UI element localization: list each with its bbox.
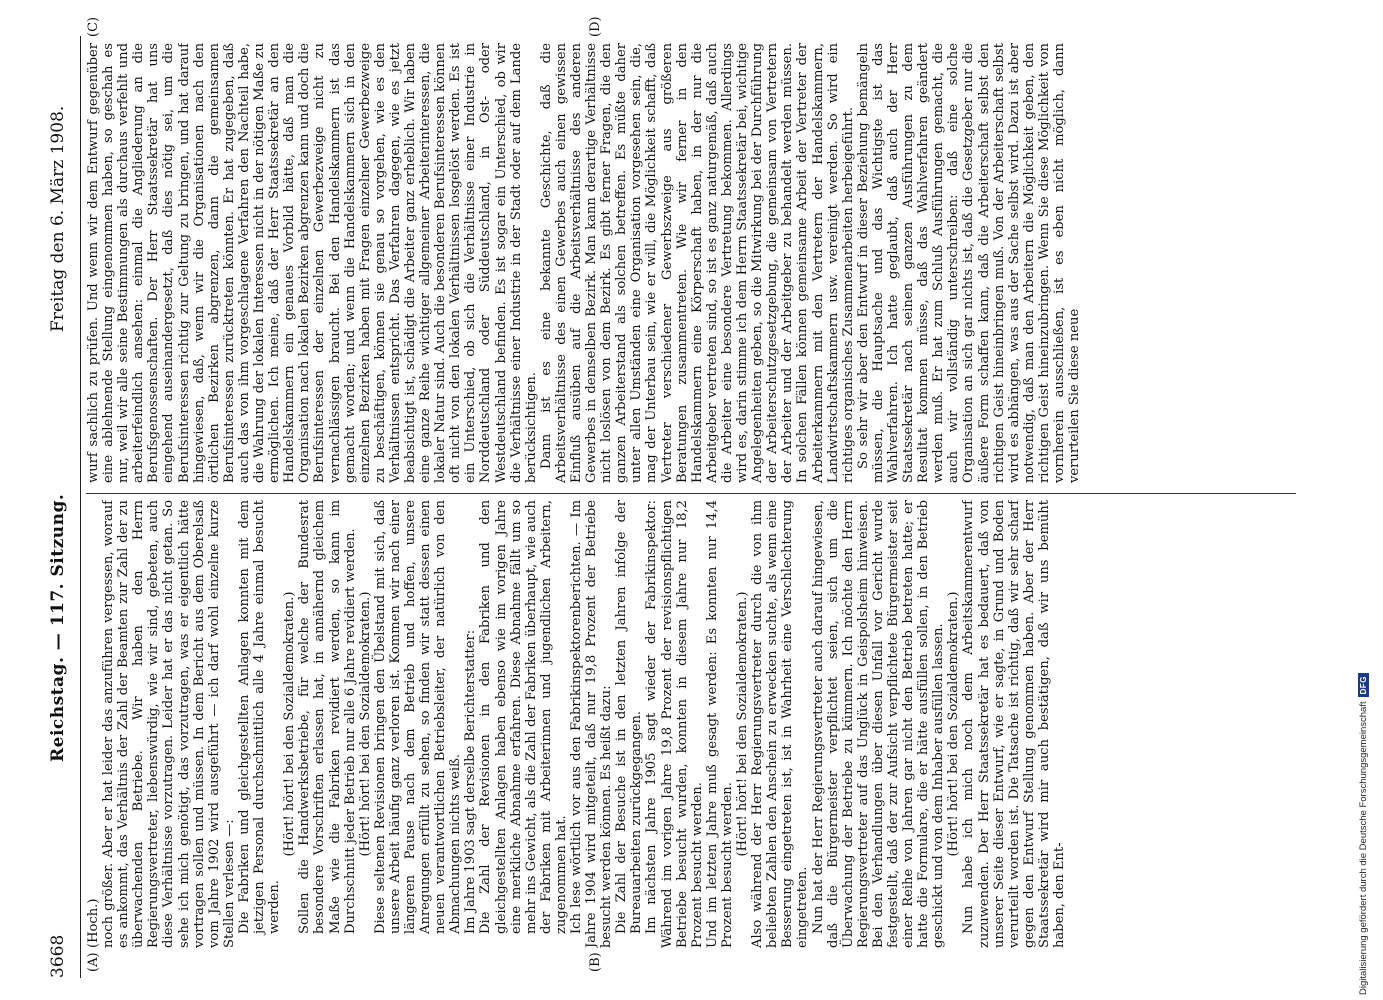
interjection: (Hört! hört! bei den Sozialdemokraten.): [282, 591, 298, 857]
paragraph: Diese seltenen Revisionen bringen den Übelstand mit sich, daß unsere Arbeit häufig ganz verloren ist. Kommen wir nach einer längeren Pause nach dem Betrieb und hoffen, unsere Anregungen erfüllt zu sehen, so finden wir statt dessen einen neuen verantwortlichen Betriebsleiter, der natürlich von den Abmachungen nichts weiß.: [372, 500, 464, 934]
paragraph: Nun habe ich mich noch dem Arbeitskammerentwurf zuzuwenden. Der Herr Staatssekretär hat es bedauert, daß von unserer Seite dieser Entwurf, wie er sagte, in Grund und Boden verurteilt worden ist. Die Tatsache ist richtig, daß wir sehr scharf gegen den Entwurf Stellung genommen haben. Aber der Herr Staatssekretär wird mir auch bestätigen, daß wir uns bemüht haben, den Ent-: [961, 500, 1067, 948]
paragraph: Die Fabriken und gleichgestellten Anlagen konnten mit dem jetzigen Personal durchschnittlich alle 4 Jahre einmal besucht werden.: [236, 500, 283, 934]
paragraph: Dann ist es eine bekannte Geschichte, daß die Arbeitsverhältnisse des einen Gewerbes auch einen gewissen Einfluß ausüben auf die Arbeitsverhältnisse des anderen Gewerbes in demselben Bezirk. Man kann derartige Verhältnisse nicht loslösen von dem Bezirk. Es gibt ferner Fragen, die den ganzen Arbeiterstand als solchen betreffen. Es müßte daher unter allen Umständen eine Organisation vorgesehen sein, die, mag der Unterbau sein, wie er will, die Möglichkeit schafft, daß Vertreter verschiedener Gewerbszweige aus größeren Beratungen zusammentreten. Wie wir ferner in den Handelskammern eine Körperschaft haben, in der nur die Arbeitgeber vertreten sind, so ist es ganz naturgemäß, daß auch die Arbeiter eine besondere Vertretung bekommen. Allerdings wird es, darin stimme ich dem Herrn Staatssekretär bei, wichtige Angelegenheiten geben, so die Mitwirkung bei der Durchführung der Arbeiterschutzgesetzgebung, die gemeinsam von Vertretern der Arbeiter und der Arbeitgeber zu behandelt werden müssen. In solchen Fällen können gemeinsame Arbeit der Vertreter der Arbeiterkammern mit den Vertretern der Handelskammern, Landwirtschaftskammern usw. vereinigt werden. So wird ein richtiges organisches Zusammenarbeiten herbeigeführt.: [538, 43, 856, 483]
left-text-column: [86, 500, 1296, 948]
paragraph: noch größer. Aber er hat leider das anzuführen vergessen, worauf es ankommt, das Verhältnis der Zahl der Beamten zur Zahl der zu überwachenden Betriebe. Wir haben den Herrn Regierungsvertreter, liebenswürdig, wie wir sind, gebeten, auch diese Verhältnisse vorzutragen. Leider hat er das nicht getan. So sehe ich mich genötigt, das vorzutragen, was er eigentlich hätte vortragen sollen und müssen. In dem Bericht aus dem Oberelsaß vom Jahre 1902 wird ausgeführt — ich darf wohl einzelne kurze Stellen verlesen —:: [101, 500, 237, 948]
paragraph: Die Zahl der Besuche ist in den letzten Jahren infolge der Bureauarbeiten zurückgegangen.: [614, 500, 645, 934]
right-text-column: [86, 43, 1296, 483]
page-number: 3668: [48, 934, 68, 978]
interjection: (Hört! hört! bei den Sozialdemokraten.): [735, 591, 751, 857]
paragraph: wurf sachlich zu prüfen. Und wenn wir dem Entwurf gegenüber eine ablehnende Stellung eingenommen haben, so geschah es nur, weil wir alle seine Bestimmungen als durchaus verfehlt und arbeiterfeindlich ansehen: einmal die Angliederung an die Berufsgenossenschaften. Der Herr Staatssekretär hat uns eingehend auseinandergesetzt, daß dies nötig sei, um die Berufsinteressen richtig zur Geltung zu bringen, und hat darauf hingewiesen, daß, wenn wir die Organisationen nach den örtlichen Bezirken abgrenzen, dann die gemeinsamen Berufsinteressen zurücktreten könnten. Er hat zugegeben, daß auch das von ihm vorgeschlagene Verfahren den Nachteil habe, die Wahrung der lokalen Interessen nicht in der nötigen Maße zu ermöglichen. Ich meine, daß der Herr Staatssekretär an den Handelskammern ein genaues Vorbild hätte, daß man die Organisation nach lokalen Bezirken abgrenzen kann und doch die Berufsinteressen der einzelnen Gewerbezweige nicht zu vernachlässigen braucht. Bei den Handelskammern ist das gemacht worden; und wenn die Handelskammern sich in den einzelnen Bezirken haben mit Fragen einzelner Gewerbezweige zu beschäftigen, können sie genau so vorgehen, wie es den Verhältnissen entspricht. Das Verfahren dagegen, wie es jetzt beabsichtigt ist, schädigt die Arbeiter ganz erheblich. Wir haben eine ganze Reihe wichtiger allgemeiner Arbeiterinteressen, die lokaler Natur sind. Auch die besonderen Berufsinteressen können oft nicht von den lokalen Verhältnissen losgelöst werden. Es ist ein Unterschied, ob sich die Verhältnisse einer Industrie in Norddeutschland oder Süddeutschland, in Ost- oder Westdeutschland befinden. Es ist sogar ein Unterschied, ob wir die Verhältnisse einer Industrie in der Stadt oder auf dem Lande berücksichtigen.: [86, 43, 539, 483]
paragraph: Die Zahl der Revisionen in den Fabriken und den gleichgestellten Anlagen haben ebenso wie im vorigen Jahre eine merkliche Abnahme erfahren. Diese Abnahme fällt um so mehr ins Gewicht, als die Zahl der Fabriken überhaupt, wie auch der Fabriken mit Arbeiterinnen und jugendlichen Arbeitern, zugenommen hat.: [478, 500, 569, 934]
paragraph: Im nächsten Jahre 1905 sagt wieder der Fabrikinspektor: Während im vorigen Jahre 19,8 Prozent der revisionspflichtigen Betriebe besucht wurden, konnten in diesem Jahre nur 18,2 Prozent besucht werden.: [644, 500, 705, 948]
paragraph: Im Jahre 1903 sagt derselbe Berichterstatter:: [463, 629, 479, 934]
column-divider: [86, 493, 1296, 494]
paragraph: Ich lese wörtlich vor aus den Fabrikinspektorenberichten. — Im Jahre 1904 wird mitgeteilt, daß nur 19,8 Prozent der Betriebe besucht werden können. Es heißt dazu:: [569, 500, 615, 948]
session-date: Freitag den 6. März 1908.: [48, 105, 68, 332]
margin-mark-d: (D): [588, 16, 603, 37]
credit-text: Digitalisierung gefördert durch die Deutsche Forschungsgemeinschaft: [1358, 701, 1369, 995]
page-title: Reichstag. — 117. Sitzung.: [48, 493, 68, 762]
digitization-credit: [1358, 673, 1369, 995]
paragraph: Nun hat der Herr Regierungsvertreter auch darauf hingewiesen, daß die Bürgermeister verpflichtet seien, sich um die Überwachung der Betriebe zu kümmern. Ich möchte den Herrn Regierungsvertreter auf das Unglück in Geispolsheim hinweisen. Bei den Verhandlungen über diesen Unfall vor Gericht wurde festgestellt, daß der zur Aufsicht verpflichtete Bürgermeister seit einer Reihe von Jahren gar nicht den Betrieb betreten hatte; er hatte die Formulare, die er hätte ausfüllen sollen, in den Betrieb geschickt und von dem Inhaber ausfüllen lassen.: [810, 500, 947, 948]
interjection: (Hört! hört! bei den Sozialdemokraten.): [946, 591, 962, 857]
margin-mark-b: (B): [588, 952, 603, 972]
paragraph: Und im letzten Jahre muß gesagt werden: Es konnten nur 14,4 Prozent besucht werden.: [704, 500, 735, 948]
dfg-logo: DFG: [1358, 673, 1369, 697]
paragraph: Sollen die Handwerksbetriebe, für welche der Bundesrat besondere Vorschriften erlassen hat, in annähernd gleichem Maße wie die Fabriken revidiert werden, so kann im Durchschnitt jeder Betrieb nur alle 6 Jahre revidiert werden.: [297, 500, 358, 934]
speaker-name: (Hoch.): [86, 898, 101, 948]
header-rule: [80, 36, 81, 978]
paragraph: Also während der Herr Regierungsvertreter durch die von ihm beliebten Zahlen den Anschein zu erwecken suchte, als wenn eine Besserung eingetreten ist, ist in Wahrheit eine Verschlechterung eingetreten.: [750, 500, 811, 948]
interjection: (Hört! hört! bei den Sozialdemokraten.): [357, 591, 373, 857]
margin-mark-c: (C): [86, 16, 101, 37]
paragraph: So sehr wir aber den Entwurf in dieser Beziehung bemängeln müssen, die Hauptsache und das Wichtigste ist das Wahlverfahren. Ich hatte geglaubt, daß auch der Herr Staatssekretär nach seinen ganzen Ausführungen zu dem Resultat kommen müsse, daß das Wahlverfahren geändert werden muß. Er hat zum Schluß Ausführungen gemacht, die auch wir vollständig unterschreiben: daß eine solche Organisation an sich gar nichts ist, daß die Gesetzgeber nur die äußere Form schaffen kann, daß die Arbeiterschaft selbst den richtigen Geist hineinbringen muß. Von der Arbeiterschaft selbst wird es abhängen, was aus der Sache selbst wird. Dazu ist aber notwendig, daß man den Arbeitern die Möglichkeit geben, den richtigen Geist hineinzubringen. Wenn Sie diese Möglichkeit von vornherein ausschließen, ist es eben nicht möglich, dann verurteilen Sie diese neue: [855, 43, 1083, 483]
margin-mark-a: (A): [86, 952, 101, 972]
